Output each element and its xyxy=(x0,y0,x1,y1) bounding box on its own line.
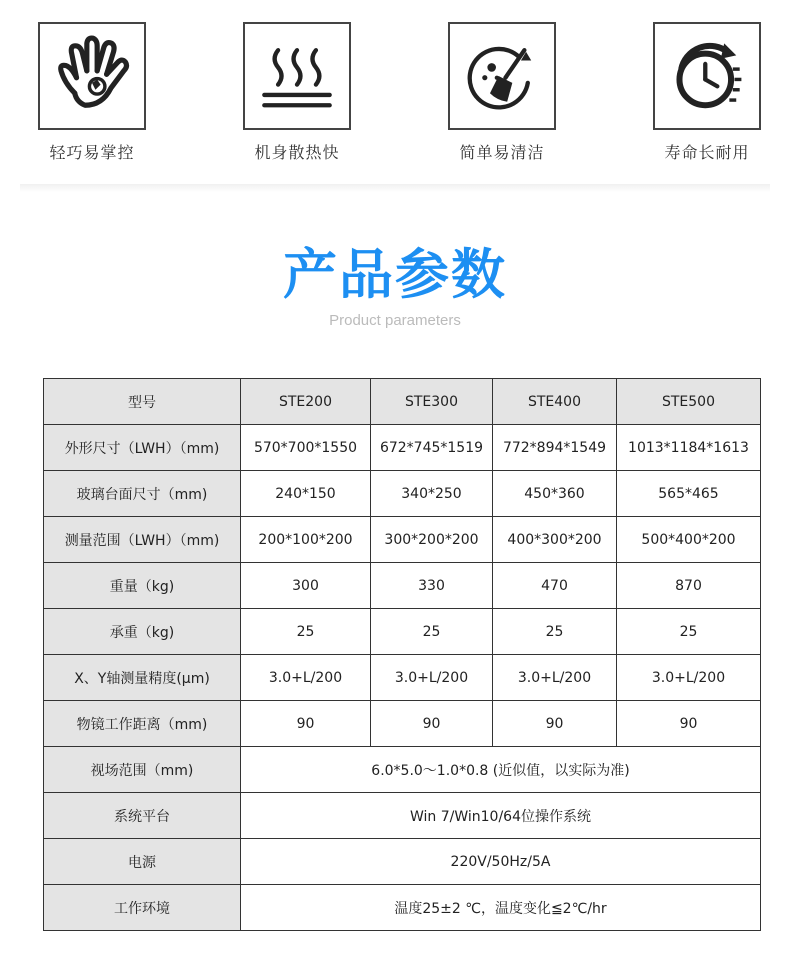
row-label: 电源 xyxy=(44,839,241,885)
table-cell: 340*250 xyxy=(371,471,493,517)
table-cell: 565*465 xyxy=(617,471,761,517)
table-cell: 90 xyxy=(617,701,761,747)
row-label: 测量范围（LWH）（mm) xyxy=(44,517,241,563)
page-subtitle: Product parameters xyxy=(329,312,461,329)
table-row xyxy=(44,517,761,563)
row-label: 玻璃台面尺寸（mm) xyxy=(44,471,241,517)
table-row xyxy=(44,747,761,793)
table-row xyxy=(44,471,761,517)
feature-icons-row xyxy=(0,22,790,192)
row-label: 重量（kg) xyxy=(44,563,241,609)
page-title: 产品参数 xyxy=(283,243,507,306)
row-label: 承重（kg) xyxy=(44,609,241,655)
table-cell: 470 xyxy=(493,563,617,609)
clean-icon xyxy=(448,22,556,130)
table-cell: 672*745*1519 xyxy=(371,425,493,471)
row-label: 物镜工作距离（mm) xyxy=(44,701,241,747)
table-cell: Win 7/Win10/64位操作系统 xyxy=(241,793,761,839)
table-cell: 450*360 xyxy=(493,471,617,517)
feature-durable xyxy=(632,22,782,163)
table-cell: 3.0+L/200 xyxy=(617,655,761,701)
feature-lightweight xyxy=(17,22,167,163)
clock-icon xyxy=(653,22,761,130)
table-cell: 25 xyxy=(617,609,761,655)
row-label: 工作环境 xyxy=(44,885,241,931)
table-row xyxy=(44,701,761,747)
hand-icon xyxy=(38,22,146,130)
table-cell: 570*700*1550 xyxy=(241,425,371,471)
row-label: X、Y轴测量精度(μm) xyxy=(44,655,241,701)
table-cell: 300*200*200 xyxy=(371,517,493,563)
table-row xyxy=(44,609,761,655)
feature-label: 简单易清洁 xyxy=(459,143,545,162)
feature-label: 轻巧易掌控 xyxy=(49,143,135,162)
row-label: 外形尺寸（LWH）（mm) xyxy=(44,425,241,471)
model-header: STE500 xyxy=(617,379,761,425)
feature-label: 机身散热快 xyxy=(254,143,340,162)
model-header: STE300 xyxy=(371,379,493,425)
table-cell: 温度25±2 ℃，温度变化≦2℃/hr xyxy=(241,885,761,931)
feature-easy-clean xyxy=(427,22,577,163)
table-cell: 220V/50Hz/5A xyxy=(241,839,761,885)
table-cell: 1013*1184*1613 xyxy=(617,425,761,471)
table-cell: 3.0+L/200 xyxy=(371,655,493,701)
table-cell: 25 xyxy=(241,609,371,655)
model-header: STE400 xyxy=(493,379,617,425)
table-cell: 3.0+L/200 xyxy=(241,655,371,701)
table-cell: 90 xyxy=(493,701,617,747)
table-cell: 772*894*1549 xyxy=(493,425,617,471)
table-header-row xyxy=(44,379,761,425)
row-label: 视场范围（mm) xyxy=(44,747,241,793)
spec-table xyxy=(43,378,761,931)
table-cell: 6.0*5.0～1.0*0.8 (近似值，以实际为准) xyxy=(241,747,761,793)
table-row xyxy=(44,425,761,471)
heat-icon xyxy=(243,22,351,130)
table-row xyxy=(44,839,761,885)
feature-label: 寿命长耐用 xyxy=(664,143,750,162)
table-cell: 300 xyxy=(241,563,371,609)
table-cell: 90 xyxy=(371,701,493,747)
row-label: 系统平台 xyxy=(44,793,241,839)
table-cell: 870 xyxy=(617,563,761,609)
table-row xyxy=(44,563,761,609)
table-cell: 240*150 xyxy=(241,471,371,517)
table-row xyxy=(44,793,761,839)
table-cell: 25 xyxy=(493,609,617,655)
table-row xyxy=(44,655,761,701)
table-cell: 400*300*200 xyxy=(493,517,617,563)
header-label: 型号 xyxy=(44,379,241,425)
table-cell: 90 xyxy=(241,701,371,747)
model-header: STE200 xyxy=(241,379,371,425)
table-cell: 3.0+L/200 xyxy=(493,655,617,701)
table-cell: 330 xyxy=(371,563,493,609)
table-cell: 25 xyxy=(371,609,493,655)
divider-shadow xyxy=(20,184,770,192)
feature-heat-dissipation xyxy=(222,22,372,163)
table-cell: 500*400*200 xyxy=(617,517,761,563)
table-row xyxy=(44,885,761,931)
table-cell: 200*100*200 xyxy=(241,517,371,563)
